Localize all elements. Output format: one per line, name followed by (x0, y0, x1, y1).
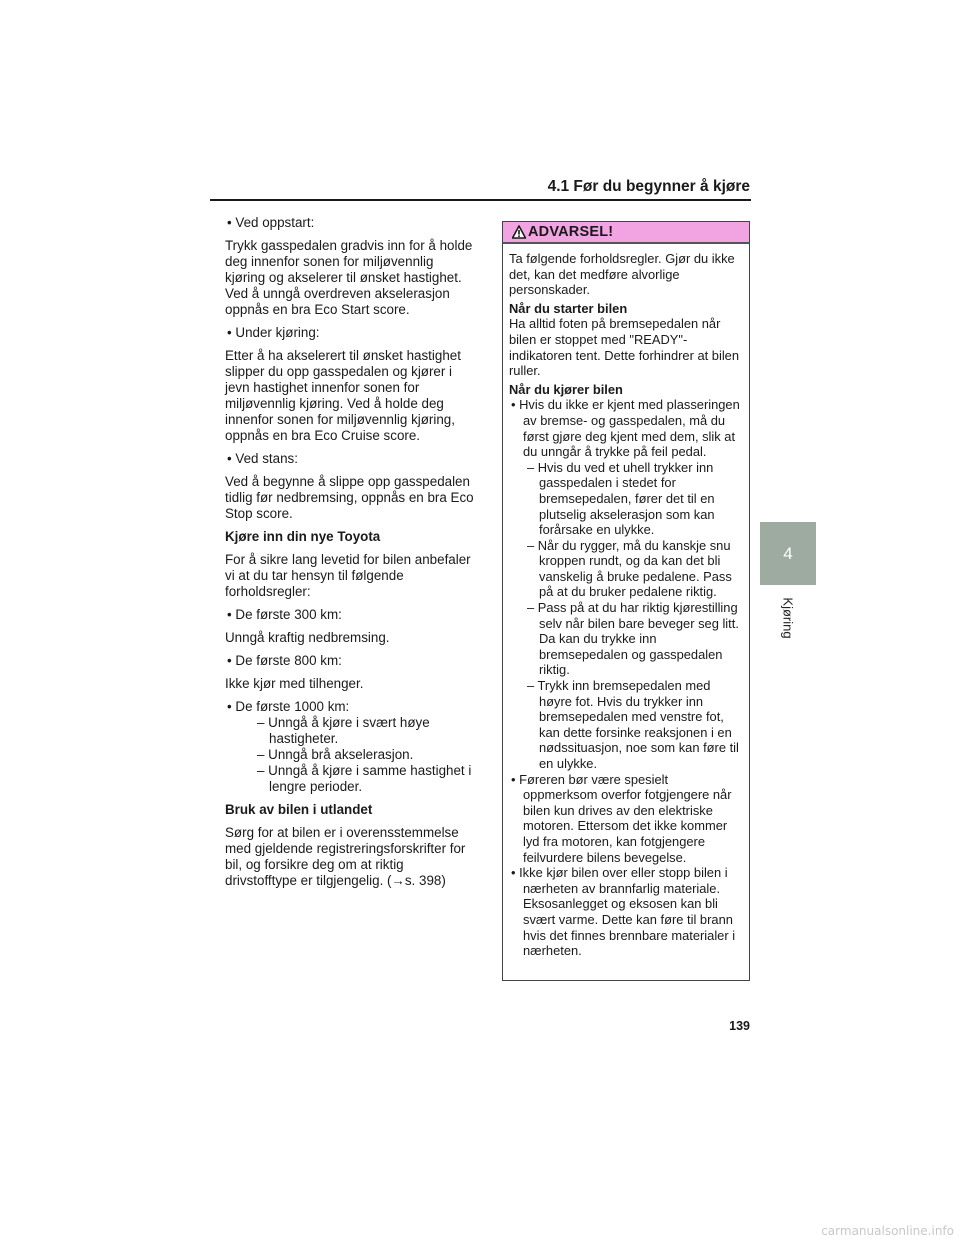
heading-when-starting: Når du starter bilen (509, 300, 628, 316)
paragraph-start: Trykk gasspedalen gradvis inn for å holde deg innenfor sonen for miljøvennlig kjøring og akselerer til ønsket hastighet. Ved å unngå overdreven akselerasjon oppnås en bra Eco Start score. (225, 238, 473, 317)
dash-item: – Unngå å kjøre i samme hastighet i lengre perioder. (257, 763, 472, 794)
dash-item: – Unngå brå akselerasjon. (257, 747, 414, 762)
heading-when-driving: Når du kjører bilen (509, 381, 623, 397)
left-column (225, 208, 475, 896)
bullet-800km: • De første 800 km: (227, 653, 342, 668)
chapter-label: Kjøring (780, 597, 796, 639)
warning-dash: – Hvis du ved et uhell trykker inn gasspedalen i stedet for bremsepedalen, fører det til en plutselig akselerasjon som kan forårsake en ulykke. (527, 459, 715, 538)
chapter-number: 4 (783, 543, 793, 563)
section-title: 4.1 Før du begynner å kjøre (547, 178, 750, 195)
warning-bullet: • Føreren bør være spesielt oppmerksom overfor fotgjengere når bilen kun drives av den elektriske motoren. Ettersom det ikke kommer lyd fra motoren, kan fotgjengere feilvurdere bilens bevegelse. (511, 771, 732, 865)
warning-triangle-icon (512, 225, 526, 239)
warning-bullet: • Hvis du ikke er kjent med plasseringen av bremse- og gasspedalen, må du først gjøre deg kjent med dem, slik at du unngår å trykke på feil pedal. (511, 397, 740, 460)
bullet-start: • Ved oppstart: (227, 215, 315, 230)
warning-header (503, 222, 749, 244)
dash-item: – Unngå å kjøre i svært høye hastigheter. (257, 715, 430, 746)
paragraph-break-in: For å sikre lang levetid for bilen anbefaler vi at du tar hensyn til følgende forholdsregler: (225, 552, 471, 599)
warning-dash: – Pass på at du har riktig kjørestilling selv når bilen bare beveger seg litt. Da kan du trykke inn bremsepedalen og gasspedalen riktig. (527, 600, 739, 678)
chapter-tab (760, 522, 816, 585)
bullet-1000km: • De første 1000 km: (227, 699, 350, 714)
paragraph-stop: Ved å begynne å slippe opp gasspedalen tidlig før nedbremsing, oppnås en bra Eco Stop score. (225, 474, 474, 521)
header-rule (210, 199, 751, 201)
bullet-driving: • Under kjøring: (227, 325, 320, 340)
warning-intro: Ta følgende forholdsregler. Gjør du ikke det, kan det medføre alvorlige personskader. (509, 251, 735, 298)
paragraph-800km: Ikke kjør med tilhenger. (225, 676, 364, 691)
heading-abroad: Bruk av bilen i utlandet (225, 802, 373, 817)
heading-break-in: Kjøre inn din nye Toyota (225, 529, 381, 544)
warning-bullet: • Ikke kjør bilen over eller stopp bilen i nærheten av brannfarlig materiale. Eksosanlegget og eksosen kan bli svært varme. Dette kan føre til brann hvis det finnes brennbare materialer i nærheten. (511, 865, 736, 959)
warning-box (502, 221, 750, 981)
paragraph-abroad: Sørg for at bilen er i overensstemmelse med gjeldende registreringsforskrifter for bil, og forsikre deg om at riktig drivstofftype er tilgjengelig. (→s. 398) (225, 825, 466, 888)
watermark: carmanualsonline.info (821, 1224, 954, 1238)
warning-dash: – Trykk inn bremsepedalen med høyre fot. Hvis du trykker inn bremsepedalen med venstre fot, kan dette forsinke reaksjonen i en nødssituasjon, noe som kan føre til en ulykke. (527, 678, 739, 771)
page-number: 139 (729, 1019, 750, 1033)
bullet-300km: • De første 300 km: (227, 607, 342, 622)
bullet-stop: • Ved stans: (227, 451, 298, 466)
paragraph-when-starting: Ha alltid foten på bremsepedalen når bilen er stoppet med "READY"-indikatoren tent. Dette forhindrer at bilen ruller. (509, 316, 740, 379)
warning-dash: – Når du rygger, må du kanskje snu kroppen rundt, og da kan det bli vanskelig å bruke pedalene. Pass på at du bruker pedalene riktig. (527, 537, 732, 600)
paragraph-driving: Etter å ha akselerert til ønsket hastighet slipper du opp gasspedalen og kjører i jevn hastighet innenfor sonen for miljøvennlig kjøring. Ved å holde deg innenfor sonen for miljøvennlig kjøring, oppnås en bra Eco Cruise score. (225, 348, 461, 443)
warning-title: ADVARSEL! (528, 224, 614, 240)
paragraph-300km: Unngå kraftig nedbremsing. (225, 630, 390, 645)
warning-body (503, 244, 749, 959)
